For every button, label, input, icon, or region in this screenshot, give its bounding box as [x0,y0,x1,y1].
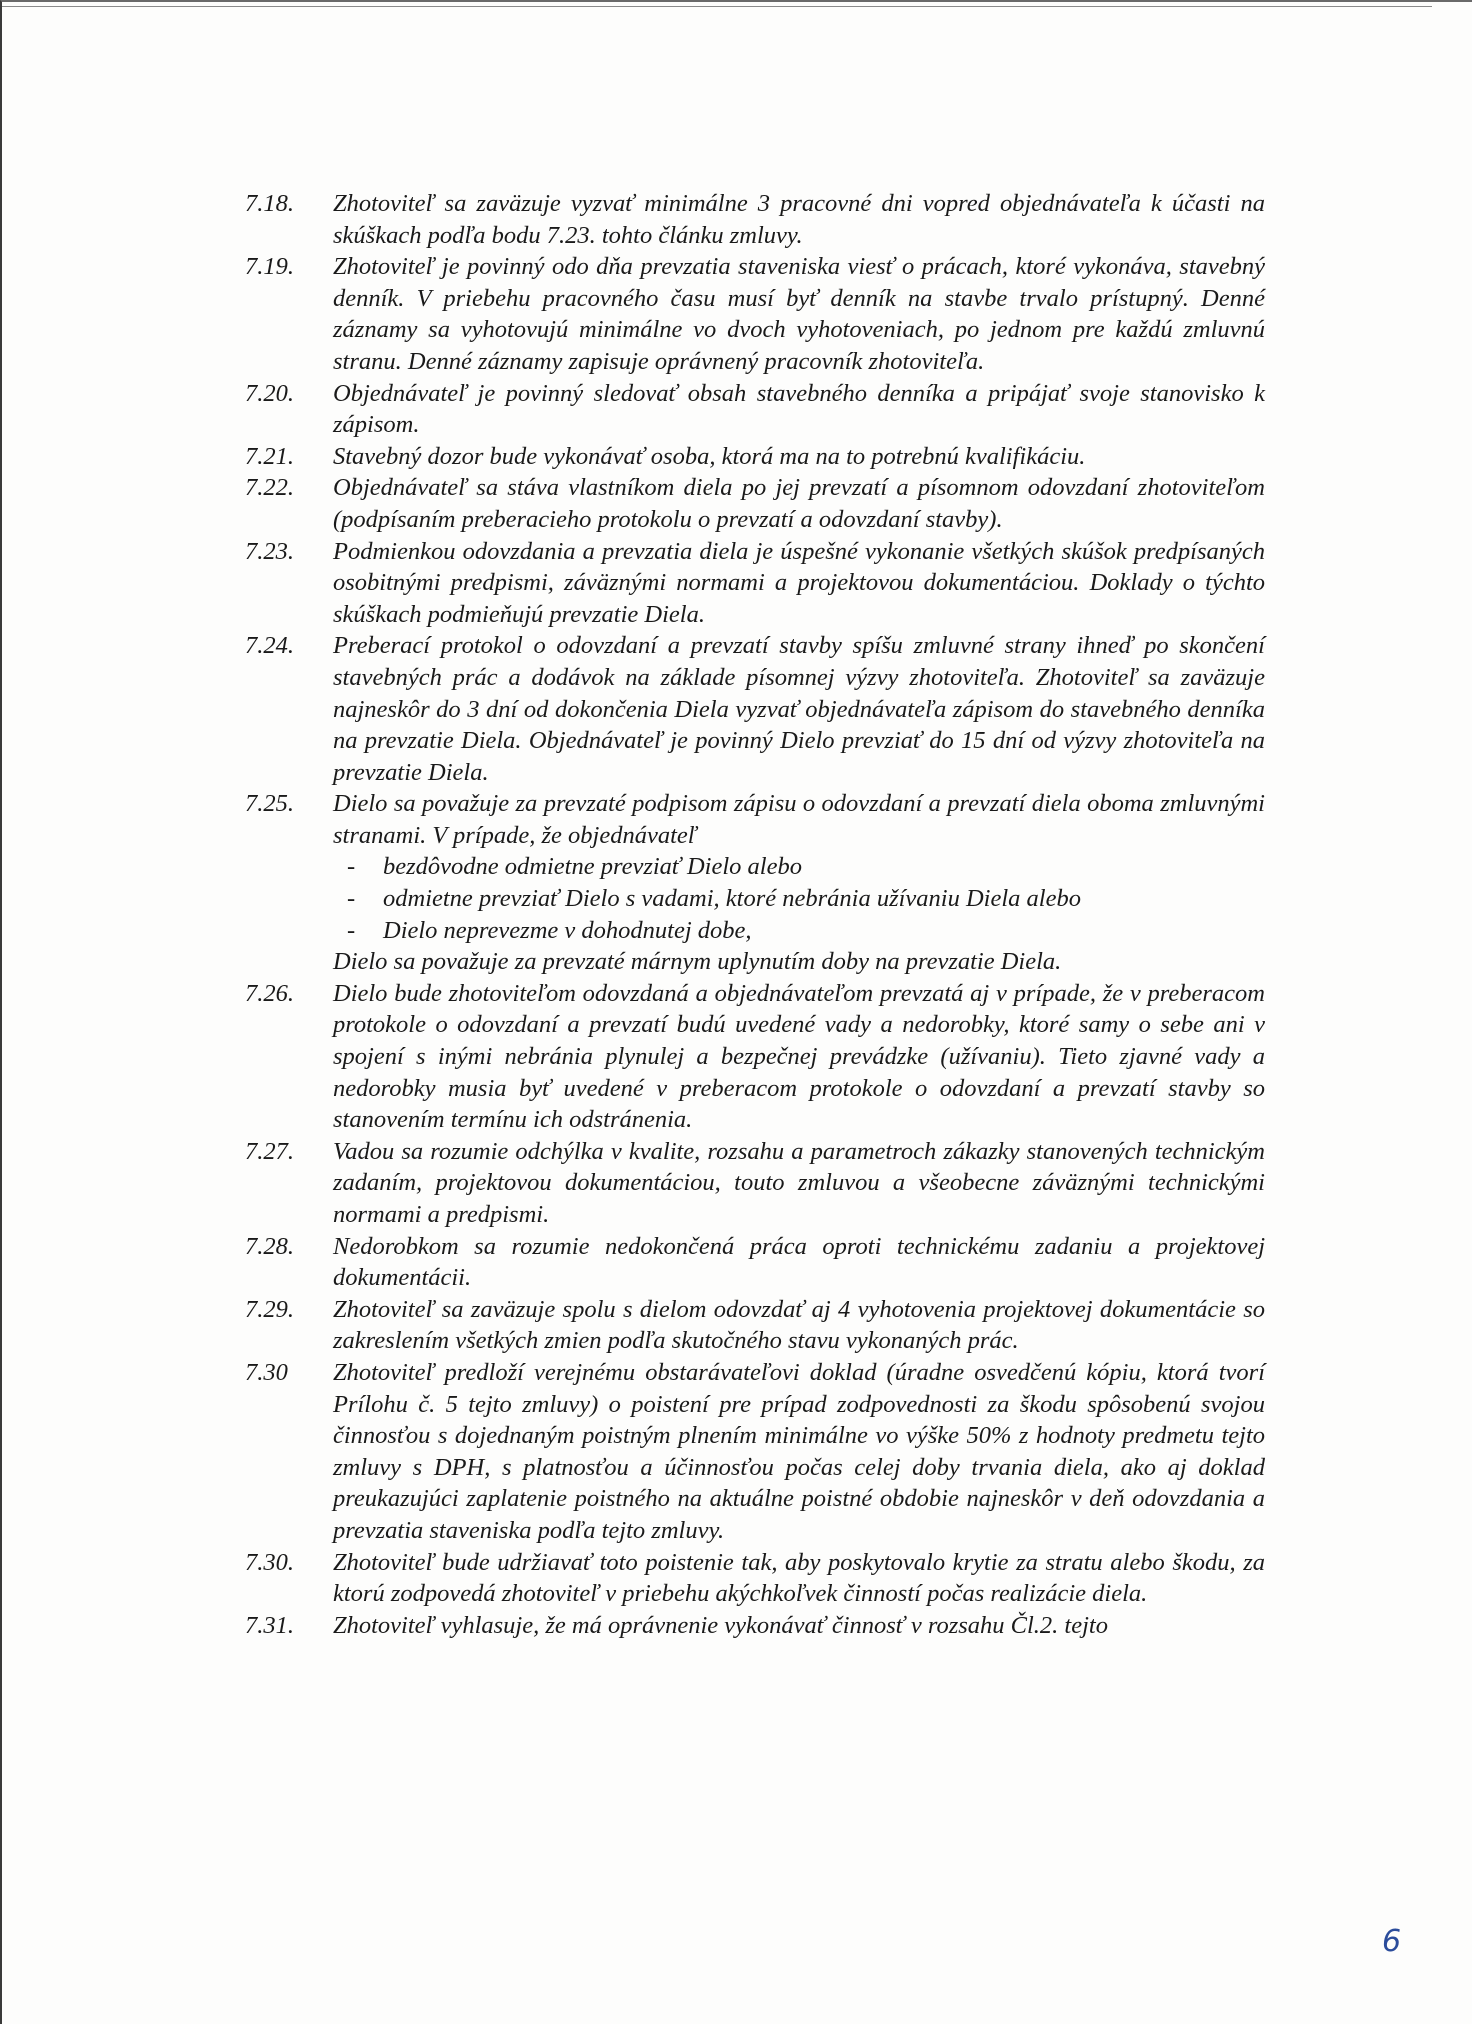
list-item-text: odmietne prevziať Dielo s vadami, ktoré nebránia užívaniu Diela alebo [383,885,1081,913]
clause-number: 7.18. [245,190,294,217]
clause-7-31 [245,1610,1265,1642]
clause-number: 7.24. [245,632,294,660]
clause-intro: Dielo sa považuje za prevzaté podpisom zápisu o odovzdaní a prevzatí diela oboma zmluvnými stranami. V prípade, že objednávateľ [333,790,1265,849]
handwritten-page-number: 6 [1382,1924,1402,1959]
clause-7-19 [245,251,1265,377]
clause-text: Preberací protokol o odovzdaní a prevzatí stavby spíšu zmluvné strany ihneď po skončení stavebných prác a dodávok na základe písomnej výzvy zhotoviteľa. Zhotoviteľ sa zaväzuje najneskôr do 3 dní od dokončenia Diela vyzvať objednávateľa zápisom do stavebného denníka na prevzatie Diela. Objednávateľ je povinný Dielo prevziať do 15 dní od výzvy zhotoviteľa na prevzatie Diela. [333,632,1265,786]
dash-bullet: - [347,916,356,944]
list-item [333,851,1265,883]
list-item-text: Dielo neprevezme v dohodnutej dobe, [383,916,752,944]
clause-text: Objednávateľ sa stáva vlastníkom diela po jej prevzatí a písomnom odovzdaní zhotoviteľom (podpísaním preberacieho protokolu o prevzatí a odovzdaní stavby). [333,474,1265,533]
dash-bullet: - [347,885,356,913]
clause-text: Zhotoviteľ predloží verejnému obstarávateľovi doklad (úradne osvedčenú kópiu, ktorá tvorí Prílohu č. 5 tejto zmluvy) o poistení pre prípad zodpovednosti za škodu spôsobenú svojou činnosťou s dojednaným poistným plnením minimálne vo výške 50% z hodnoty predmetu tejto zmluvy s DPH, s platnosťou a účinnosťou počas celej doby trvania diela, ako aj doklad preukazujúci zaplatenie poistného na aktuálne poistné obdobie najneskôr v deň odovzdania a prevzatia staveniska podľa tejto zmluvy. [333,1358,1265,1544]
clause-text: Zhotoviteľ bude udržiavať toto poistenie tak, aby poskytovalo krytie za stratu alebo škodu, za ktorú zodpovedá zhotoviteľ v priebehu akýchkoľvek činností počas realizácie diela. [333,1548,1265,1608]
list-item [333,883,1265,915]
clause-7-20 [245,378,1265,441]
clause-text: Zhotoviteľ sa zaväzuje spolu s dielom odovzdať aj 4 vyhotovenia projektovej dokumentácie so zakreslením všetkých zmien podľa skutočného stavu vykonaných prác. [333,1295,1265,1355]
dash-bullet: - [347,853,356,881]
clause-number: 7.29. [245,1295,294,1323]
clause-text: Objednávateľ je povinný sledovať obsah stavebného denníka a pripájať svoje stanovisko k zápisom. [333,379,1265,439]
clause-7-21 [245,441,1265,473]
clause-7-25 [245,788,1265,978]
clause-7-29 [245,1294,1265,1357]
clause-text: Podmienkou odovzdania a prevzatia diela je úspešné vykonanie všetkých skúšok predpísaných osobitnými predpismi, záväznými normami a projektovou dokumentáciou. Doklady o týchto skúškach podmieňujú prevzatie Diela. [333,537,1265,628]
clause-number: 7.26. [245,979,294,1007]
contract-text [245,188,1265,1641]
clause-7-28 [245,1231,1265,1294]
clause-number: 7.19. [245,253,294,281]
clause-7-30-insurance [245,1357,1265,1547]
clause-number: 7.28. [245,1232,294,1260]
clause-outro: Dielo sa považuje za prevzaté márnym uplynutím doby na prevzatie Diela. [333,948,1062,976]
clause-text: Nedorobkom sa rozumie nedokončená práca oproti technickému zadaniu a projektovej dokumentácii. [333,1232,1265,1292]
clause-7-22 [245,472,1265,535]
clause-7-18 [245,188,1265,251]
clause-text: Zhotoviteľ sa zaväzuje vyzvať minimálne 3 pracovné dni vopred objednávateľa k účasti na skúškach podľa bodu 7.23. tohto článku zmluvy. [333,190,1265,249]
clause-number: 7.21. [245,442,294,470]
clause-text: Zhotoviteľ vyhlasuje, že má oprávnenie vykonávať činnosť v rozsahu Čl.2. tejto [333,1611,1108,1639]
condition-list [333,851,1265,946]
clause-number: 7.30 [245,1358,288,1386]
clause-body [333,788,1265,978]
clause-7-26 [245,978,1265,1136]
clause-number: 7.20. [245,379,294,407]
clause-text: Stavebný dozor bude vykonávať osoba, ktorá ma na to potrebnú kvalifikáciu. [333,442,1086,470]
clause-number: 7.22. [245,474,294,502]
scan-edge-line [2,6,1432,7]
clause-number: 7.23. [245,537,294,565]
clause-7-23 [245,536,1265,631]
clause-7-24 [245,630,1265,788]
clause-number: 7.25. [245,790,294,818]
clause-7-30-coverage [245,1547,1265,1610]
clause-number: 7.31. [245,1611,294,1639]
clause-7-27 [245,1136,1265,1231]
clause-text: Vadou sa rozumie odchýlka v kvalite, rozsahu a parametroch zákazky stanovených technickým zadaním, projektovou dokumentáciou, touto zmluvou a všeobecne záväznými technickými normami a predpismi. [333,1137,1265,1228]
clause-text: Zhotoviteľ je povinný odo dňa prevzatia staveniska viesť o prácach, ktoré vykonáva, stavebný denník. V priebehu pracovného času musí byť denník na stavbe trvalo prístupný. Denné záznamy sa vyhotovujú minimálne vo dvoch vyhotoveniach, po jednom pre každú zmluvnú stranu. Denné záznamy zapisuje oprávnený pracovník zhotoviteľa. [333,253,1265,375]
list-item [333,915,1265,947]
list-item-text: bezdôvodne odmietne prevziať Dielo alebo [383,853,802,881]
clause-number: 7.30. [245,1548,294,1576]
clause-text: Dielo bude zhotoviteľom odovzdaná a objednávateľom prevzatá aj v prípade, že v preberacom protokole o odovzdaní a prevzatí budú uvedené vady a nedorobky, ktoré samy o sebe ani v spojení s inými nebránia plynulej a bezpečnej prevádzke (užívaniu). Tieto zjavné vady a nedorobky musia byť uvedené v preberacom protokole o odovzdaní a prevzatí stavby so stanovením termínu ich odstránenia. [333,979,1265,1134]
clause-number: 7.27. [245,1137,294,1165]
